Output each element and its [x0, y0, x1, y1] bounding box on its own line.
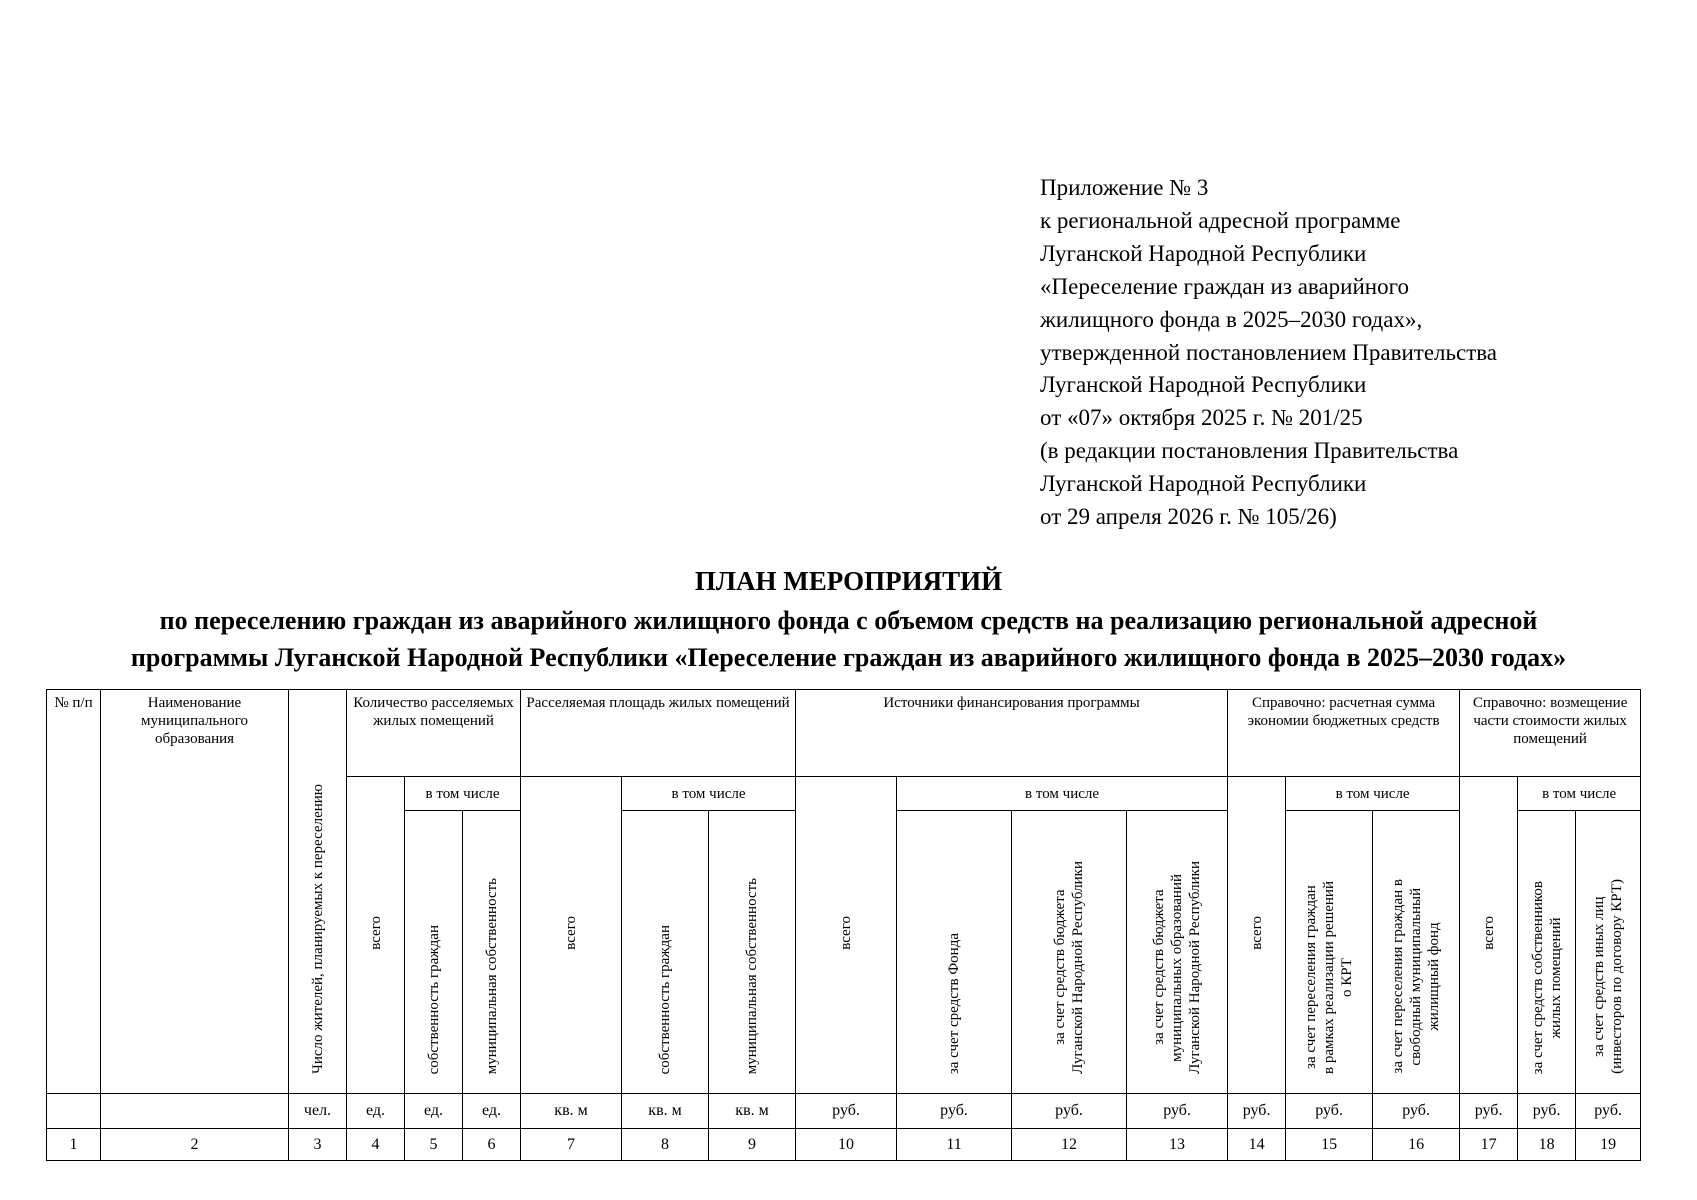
area-in-that: в том числе [622, 777, 796, 811]
unit-cell: руб. [1518, 1094, 1576, 1129]
comp-others: за счет средств иных лиц (инвесторов по договору КРТ) [1576, 811, 1641, 1094]
unit-cell: кв. м [709, 1094, 796, 1129]
appendix-line: «Переселение граждан из аварийного [1040, 273, 1409, 299]
unit-cell: руб. [1576, 1094, 1641, 1129]
column-number: 4 [347, 1129, 405, 1161]
comp-total: всего [1460, 777, 1518, 1094]
unit-cell: ед. [405, 1094, 463, 1129]
unit-cell: руб. [1228, 1094, 1286, 1129]
column-number: 12 [1012, 1129, 1127, 1161]
unit-cell: ед. [347, 1094, 405, 1129]
appendix-line: Луганской Народной Республики [1040, 471, 1367, 497]
count-in-that: в том числе [405, 777, 521, 811]
plan-table [46, 689, 1641, 1161]
column-number: 7 [521, 1129, 622, 1161]
unit-cell: руб. [1127, 1094, 1228, 1129]
unit-cell: руб. [796, 1094, 897, 1129]
unit-cell: кв. м [622, 1094, 709, 1129]
unit-cell: руб. [1460, 1094, 1518, 1129]
column-number: 2 [101, 1129, 289, 1161]
savings-free-fund: за счет переселения граждан в свободный муниципальный жилищный фонд [1373, 811, 1460, 1094]
unit-cell: руб. [897, 1094, 1012, 1129]
header-area: Расселяемая площадь жилых помещений [521, 690, 796, 777]
fin-budget-mo: за счет средств бюджета муниципальных образований Луганской Народной Республики [1127, 811, 1228, 1094]
fin-in-that: в том числе [897, 777, 1228, 811]
document-title: ПЛАН МЕРОПРИЯТИЙ [694, 566, 1003, 596]
column-number: 16 [1373, 1129, 1460, 1161]
count-owned: собственность граждан [405, 811, 463, 1094]
document-subtitle-line-1: по переселению граждан из аварийного жилищного фонда с объемом средств на реализацию региональной адресной [159, 606, 1538, 635]
column-number: 6 [463, 1129, 521, 1161]
appendix-line: Приложение № 3 [1040, 175, 1209, 200]
units-row [47, 1094, 1641, 1129]
comp-owners: за счет средств собственников жилых помещений [1518, 811, 1576, 1094]
savings-in-that: в том числе [1286, 777, 1460, 811]
unit-cell-empty [101, 1094, 289, 1129]
column-number: 19 [1576, 1129, 1641, 1161]
count-total: всего [347, 777, 405, 1094]
header-financing: Источники финансирования программы [796, 690, 1228, 777]
unit-cell: кв. м [521, 1094, 622, 1129]
appendix-block [1040, 172, 1497, 534]
appendix-line: от «07» октября 2025 г. № 201/25 [1040, 405, 1363, 431]
header-compensation: Справочно: возмещение части стоимости жилых помещений [1460, 690, 1641, 777]
column-number: 13 [1127, 1129, 1228, 1161]
unit-cell: чел. [289, 1094, 347, 1129]
column-number: 8 [622, 1129, 709, 1161]
count-municipal: муниципальная собственность [463, 811, 521, 1094]
appendix-line: к региональной адресной программе [1040, 207, 1401, 233]
unit-cell: руб. [1373, 1094, 1460, 1129]
area-municipal: муниципальная собственность [709, 811, 796, 1094]
column-number: 5 [405, 1129, 463, 1161]
unit-cell: руб. [1286, 1094, 1373, 1129]
column-number: 1 [47, 1129, 101, 1161]
column-number: 14 [1228, 1129, 1286, 1161]
comp-in-that: в том числе [1518, 777, 1641, 811]
column-number: 9 [709, 1129, 796, 1161]
unit-cell: руб. [1012, 1094, 1127, 1129]
header-savings: Справочно: расчетная сумма экономии бюджетных средств [1228, 690, 1460, 777]
header-count: Количество расселяемых жилых помещений [347, 690, 521, 777]
savings-krt: за счет переселения граждан в рамках реализации решений о КРТ [1286, 811, 1373, 1094]
header-residents: Число жителей, планируемых к переселению [289, 690, 347, 1094]
area-total: всего [521, 777, 622, 1094]
appendix-line: Луганской Народной Республики [1040, 372, 1367, 398]
fin-budget-lnr: за счет средств бюджета Луганской Народной Республики [1012, 811, 1127, 1094]
appendix-line: жилищного фонда в 2025–2030 годах», [1040, 306, 1423, 332]
fin-fund: за счет средств Фонда [897, 811, 1012, 1094]
unit-cell: ед. [463, 1094, 521, 1129]
appendix-line: (в редакции постановления Правительства [1040, 438, 1459, 464]
column-number: 3 [289, 1129, 347, 1161]
column-number: 15 [1286, 1129, 1373, 1161]
appendix-line: утвержденной постановлением Правительства [1040, 339, 1498, 365]
fin-total: всего [796, 777, 897, 1094]
appendix-line: Луганской Народной Республики [1040, 240, 1367, 266]
document-subtitle-line-2: программы Луганской Народной Республики «Переселение граждан из аварийного жилищного фонда в 2025–2030 годах» [130, 643, 1567, 672]
column-number: 10 [796, 1129, 897, 1161]
area-owned: собственность граждан [622, 811, 709, 1094]
column-number: 11 [897, 1129, 1012, 1161]
unit-cell-empty [47, 1094, 101, 1129]
column-numbers-row [47, 1129, 1641, 1161]
savings-total: всего [1228, 777, 1286, 1094]
appendix-line: от 29 апреля 2026 г. № 105/26) [1040, 504, 1337, 530]
column-number: 17 [1460, 1129, 1518, 1161]
header-num: № п/п [47, 690, 101, 1094]
column-number: 18 [1518, 1129, 1576, 1161]
header-municipality: Наименование муниципального образования [101, 690, 289, 1094]
